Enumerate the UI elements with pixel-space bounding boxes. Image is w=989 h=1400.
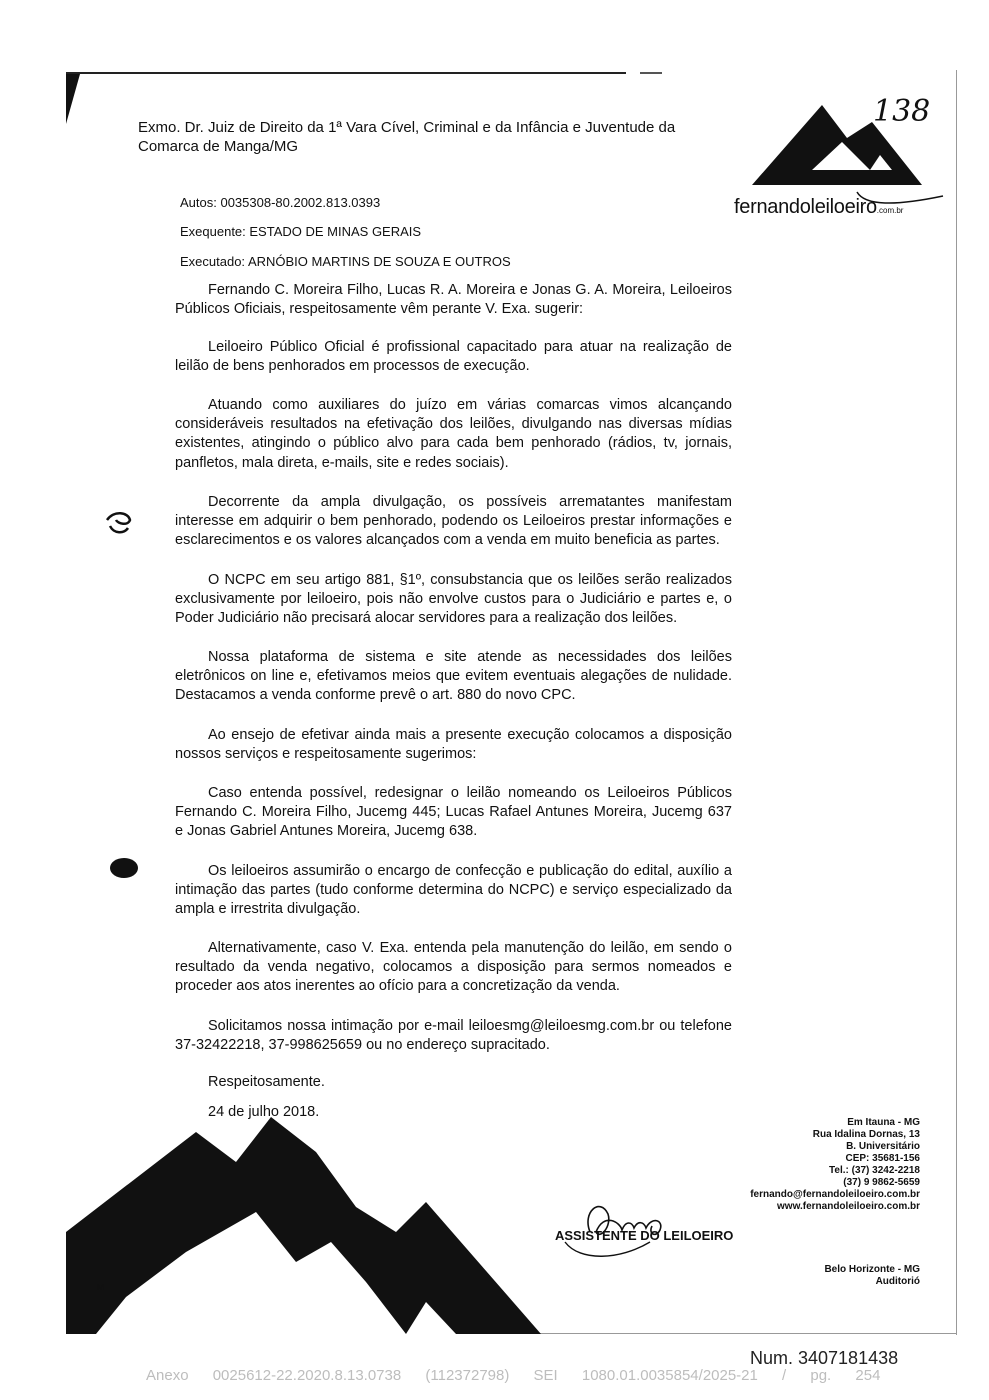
footer-bh-city: Belo Horizonte - MG — [824, 1264, 920, 1275]
margin-mark-icon — [104, 508, 134, 538]
annex-stamp — [146, 1367, 880, 1385]
paragraph-8: Caso entenda possível, redesignar o leilão nomeando os Leiloeiros Públicos Fernando C. Moreira Filho, Jucemg 445; Lucas Rafael Antunes Moreira, Jucemg 637 e Jonas Gabriel Antunes Moreira, Jucemg 638. — [175, 785, 732, 840]
case-autos: Autos: 0035308-80.2002.813.0393 — [180, 195, 381, 210]
mountain-logo-icon — [752, 100, 932, 190]
footer-itauna-city: Em Itauna - MG — [847, 1117, 920, 1128]
paragraph-5: O NCPC em seu artigo 881, §1º, consubstancia que os leilões serão realizados exclusivamente por leiloeiro, pois não envolve custos para o Judiciário e partes e, o Poder Judiciário não precisará alocar servidores para a realização dos leilões. — [175, 572, 732, 627]
footer-itauna-street: Rua Idalina Dornas, 13 — [812, 1129, 920, 1140]
paragraph-7: Ao ensejo de efetivar ainda mais a presente execução colocamos a disposição nossos serviços e respeitosamente sugerimos: — [175, 727, 732, 763]
addressee-block — [138, 118, 698, 156]
footer-bh — [700, 1264, 920, 1288]
annex-stamp-anexo: Anexo 0025612-22.2020.8.13.0738 (112372798) — [146, 1367, 510, 1384]
document-number: Num. 3407181438 — [750, 1348, 899, 1368]
paragraph-6: Nossa plataforma de sistema e site atende as necessidades dos leilões eletrônicos on line e, efetivamos meios que evitem eventuais alegações de nulidade. Destacamos a venda conforme prevê o art. 880 do novo CPC. — [175, 649, 732, 704]
addressee-line-2: Comarca de Manga/MG — [138, 138, 299, 155]
handwritten-page-number: 138 — [873, 94, 931, 129]
footer-itauna-tel1: Tel.: (37) 3242-2218 — [829, 1165, 920, 1176]
paragraph-4: Decorrente da ampla divulgação, os possíveis arrematantes manifestam interesse em adquirir o bem penhorado, podendo os Leiloeiros prestar informações e esclarecimentos e os valores alcançados com a venda em muito beneficia as partes. — [175, 494, 732, 549]
footer-itauna-cep: CEP: 35681-156 — [845, 1153, 920, 1164]
paragraph-10: Alternativamente, caso V. Exa. entenda pela manutenção do leilão, em sendo o resultado da venda negativo, colocamos a disposição para sermos nomeados e proceder aos atos inerentes ao ofício para a concretização da venda. — [175, 940, 732, 995]
logo-swoosh-icon — [855, 188, 945, 208]
logo-name: fernandoleiloeiro — [734, 196, 877, 218]
mountain-watermark-icon — [66, 1112, 541, 1334]
closing: Respeitosamente. — [208, 1074, 325, 1090]
top-rule — [66, 72, 626, 74]
footer-itauna-tel2: (37) 9 9862-5659 — [843, 1177, 920, 1188]
mini-mark: M — [97, 1282, 105, 1292]
date: 24 de julho 2018. — [208, 1104, 320, 1120]
logo-tld: .com.br — [876, 206, 904, 215]
paragraph-11: Solicitamos nossa intimação por e-mail leiloesmg@leiloesmg.com.br ou telefone 37-32422218, 37-998625659 ou no endereço supracitado. — [175, 1018, 732, 1054]
footer-bh-label: Auditorió — [875, 1276, 920, 1287]
signature-caption: ASSISTENTE DO LEILOEIRO — [555, 1228, 734, 1243]
corner-mark — [66, 74, 80, 124]
footer-itauna-site: www.fernandoleiloeiro.com.br — [777, 1201, 920, 1212]
paragraph-3: Atuando como auxiliares do juízo em várias comarcas vimos alcançando consideráveis resultados na efetivação dos leilões, divulgando nas diversas mídias existentes, atingindo o público alvo para cada bem penhorado (rádios, tv, jornais, panfletos, mala direta, e-mails, site e redes sociais). — [175, 397, 732, 471]
paragraph-2: Leiloeiro Público Oficial é profissional capacitado para atuar na realização de leilão de bens penhorados em processos de execução. — [175, 339, 732, 375]
footer-itauna-district: B. Universitário — [846, 1141, 920, 1152]
paragraph-1: Fernando C. Moreira Filho, Lucas R. A. Moreira e Jonas G. A. Moreira, Leiloeiros Públicos Oficiais, respeitosamente vêm perante V. Exa. sugerir: — [175, 282, 732, 318]
case-executado: Executado: ARNÓBIO MARTINS DE SOUZA E OUTROS — [180, 254, 511, 269]
addressee-line-1: Exmo. Dr. Juiz de Direito da 1ª Vara Cível, Criminal e da Infância e Juventude da — [138, 119, 676, 136]
punch-hole-icon — [108, 856, 140, 880]
footer-itauna — [700, 1117, 920, 1213]
paragraph-9: Os leiloeiros assumirão o encargo de confecção e publicação do edital, auxílio a intimação das partes (tudo conforme determina do NCPC) e serviço especializado da ampla e irrestrita divulgação. — [175, 863, 732, 918]
footer-itauna-email: fernando@fernandoleiloeiro.com.br — [750, 1189, 920, 1200]
case-exequente: Exequente: ESTADO DE MINAS GERAIS — [180, 224, 422, 239]
right-margin-line — [956, 70, 957, 1335]
annex-stamp-sei: SEI 1080.01.0035854/2025-21 / pg. 254 — [533, 1367, 881, 1384]
signature-icon — [560, 1192, 680, 1262]
top-rule-segment — [640, 72, 662, 74]
